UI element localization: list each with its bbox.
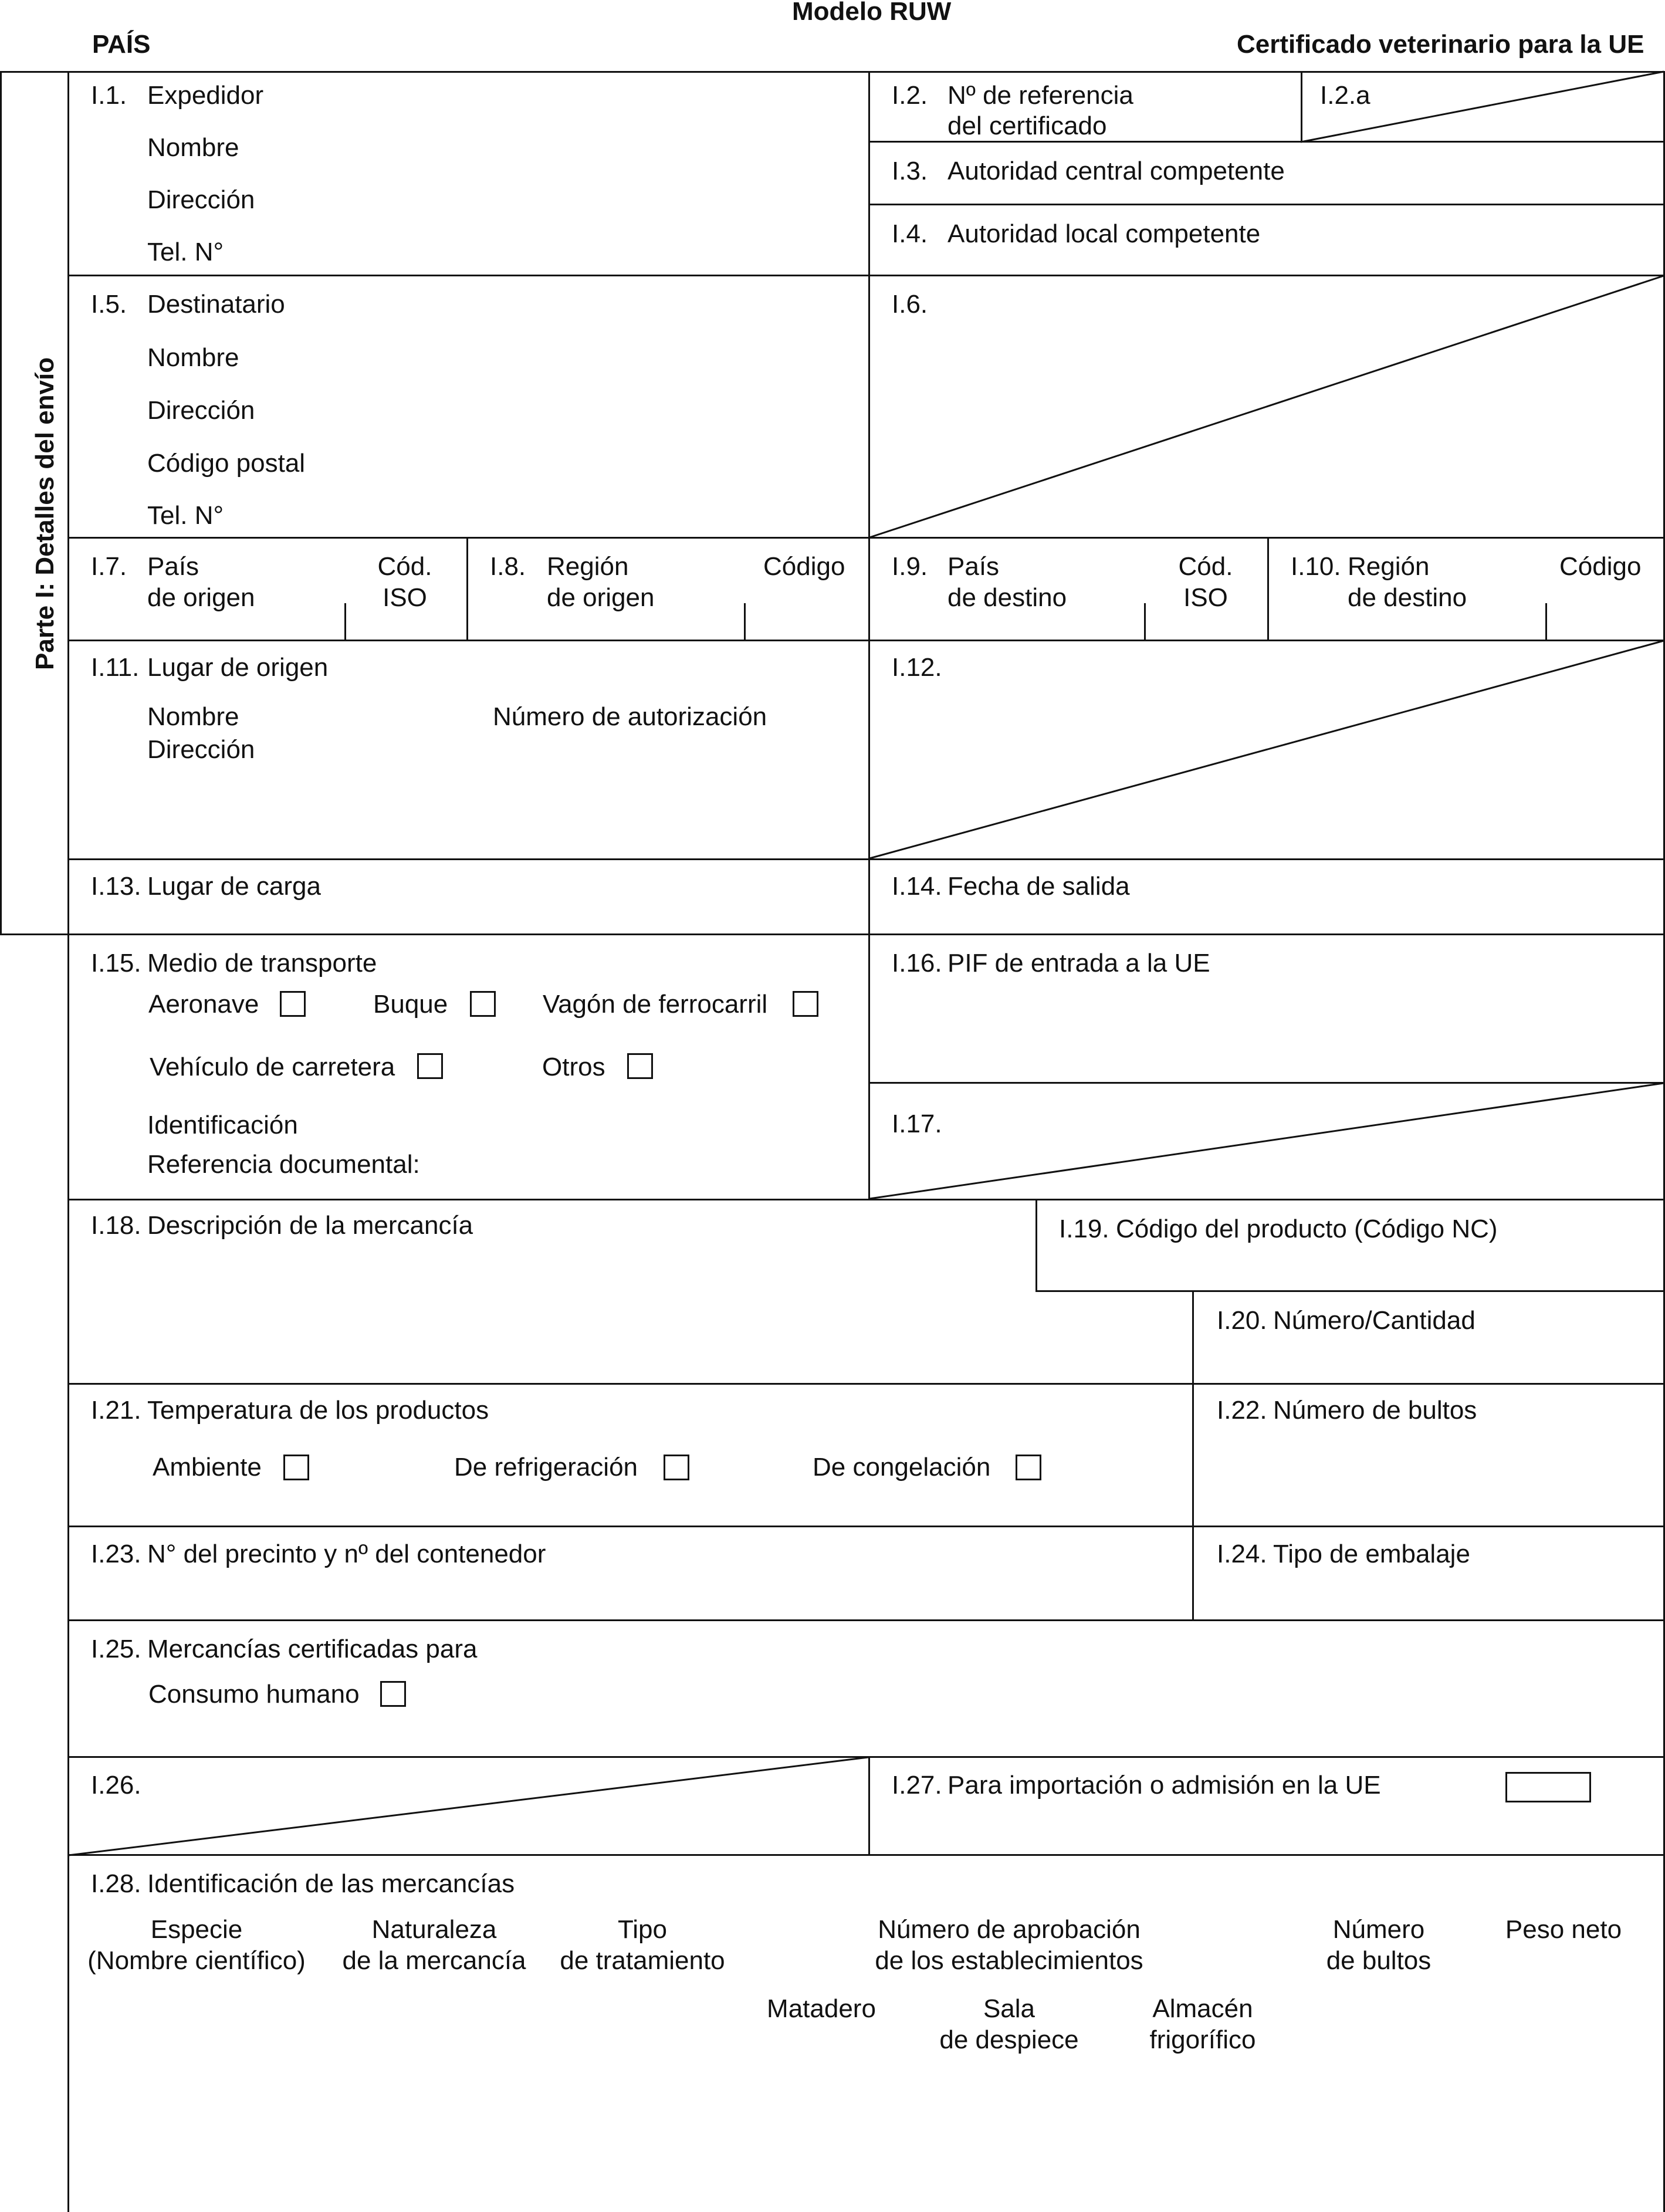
i9-code-1: Cód. [1178,552,1233,581]
i1-num: I.1. [91,81,127,110]
i21-frozen-label: De congelación [813,1453,991,1482]
i14-label: Fecha de salida [947,872,1130,901]
i21-num: I.21. [91,1396,141,1425]
i28-num: I.28. [91,1869,141,1898]
i12-num: I.12. [892,653,942,682]
i2-num: I.2. [892,81,928,110]
i24-label: Tipo de embalaje [1273,1540,1470,1568]
i5-postal: Código postal [147,449,306,478]
i7-label-1: País [147,552,199,581]
frozen-checkbox[interactable] [1016,1455,1041,1480]
col-nature-1: Naturaleza [371,1915,497,1944]
i22-num: I.22. [1217,1396,1267,1425]
aircraft-checkbox[interactable] [280,991,306,1017]
i15-other-label: Otros [542,1053,605,1081]
i23-label: N° del precinto y nº del contenedor [147,1540,546,1568]
col-nature-2: de la mercancía [342,1946,526,1975]
i15-doc-ref: Referencia documental: [147,1150,420,1179]
i25-label: Mercancías certificadas para [147,1635,478,1663]
i5-address: Dirección [147,396,255,425]
i10-code: Código [1559,552,1642,581]
col-treatment-2: de tratamiento [560,1946,725,1975]
model-title: Modelo RUW [792,0,952,26]
i8-label-1: Región [547,552,629,581]
i28-label: Identificación de las mercancías [147,1869,515,1898]
i11-label: Lugar de origen [147,653,329,682]
col-cutting-1: Sala [983,1994,1035,2023]
i13-num: I.13. [91,872,141,901]
human-consumption-checkbox[interactable] [380,1681,406,1707]
i20-label: Número/Cantidad [1273,1306,1476,1335]
col-cutting-2: de despiece [939,2025,1079,2054]
ambient-checkbox[interactable] [283,1455,309,1480]
i8-code: Código [763,552,845,581]
i5-label: Destinatario [147,290,285,319]
part-label: Parte I: Detalles del envío [31,357,59,670]
col-cold-1: Almacén [1152,1994,1253,2023]
i11-approval: Número de autorización [493,702,767,731]
ship-checkbox[interactable] [470,991,496,1017]
i11-name: Nombre [147,702,239,731]
i9-num: I.9. [892,552,928,581]
col-treatment-1: Tipo [618,1915,667,1944]
i7-code-1: Cód. [377,552,432,581]
i9-label-1: País [947,552,1000,581]
i15-ship-label: Buque [373,990,448,1019]
i16-label: PIF de entrada a la UE [947,949,1210,978]
i15-identification: Identificación [147,1111,298,1139]
i5-tel: Tel. N° [147,501,224,530]
i15-num: I.15. [91,949,141,978]
certificate-title: Certificado veterinario para la UE [1237,30,1644,59]
i2a-num: I.2.a [1320,81,1370,110]
i19-num: I.19. [1059,1215,1109,1243]
i3-label: Autoridad central competente [947,157,1285,185]
chilled-checkbox[interactable] [664,1455,689,1480]
i16-num: I.16. [892,949,942,978]
i3-num: I.3. [892,157,928,185]
i1-label: Expedidor [147,81,264,110]
i18-label: Descripción de la mercancía [147,1211,473,1240]
country-label: PAÍS [92,30,151,59]
i23-num: I.23. [91,1540,141,1568]
i15-aircraft-label: Aeronave [148,990,259,1019]
i7-num: I.7. [91,552,127,581]
i15-road-label: Vehículo de carretera [150,1053,395,1081]
i15-rail-label: Vagón de ferrocarril [543,990,768,1019]
i25-num: I.25. [91,1635,141,1663]
road-checkbox[interactable] [417,1053,443,1079]
i2-label-2: del certificado [947,111,1107,140]
i13-label: Lugar de carga [147,872,321,901]
i10-label-1: Región [1348,552,1430,581]
rail-checkbox[interactable] [793,991,818,1017]
i9-code-2: ISO [1183,583,1228,612]
i11-num: I.11. [91,653,140,682]
import-admission-box[interactable] [1505,1772,1591,1802]
col-species-2: (Nombre científico) [87,1946,306,1975]
i1-tel: Tel. N° [147,238,224,266]
i19-label: Código del producto (Código NC) [1116,1215,1498,1243]
i9-label-2: de destino [947,583,1067,612]
i27-num: I.27. [892,1771,942,1800]
i1-address: Dirección [147,185,255,214]
col-packages-1: Número [1332,1915,1425,1944]
i1-name: Nombre [147,133,239,162]
col-approval-1: Número de aprobación [878,1915,1141,1944]
i10-num: I.10. [1291,552,1341,581]
i27-label: Para importación o admisión en la UE [947,1771,1381,1800]
i11-address: Dirección [147,735,255,764]
i21-label: Temperatura de los productos [147,1396,489,1425]
col-cold-2: frigorífico [1149,2025,1256,2054]
i4-label: Autoridad local competente [947,219,1261,248]
i8-label-2: de origen [547,583,655,612]
i6-num: I.6. [892,290,928,319]
i14-num: I.14. [892,872,942,901]
i21-ambient-label: Ambiente [153,1453,262,1482]
i5-num: I.5. [91,290,127,319]
i25-human-label: Consumo humano [148,1680,360,1709]
i15-label: Medio de transporte [147,949,377,978]
i20-num: I.20. [1217,1306,1267,1335]
i17-num: I.17. [892,1110,942,1138]
i21-chilled-label: De refrigeración [454,1453,638,1482]
other-checkbox[interactable] [627,1053,653,1079]
i24-num: I.24. [1217,1540,1267,1568]
i22-label: Número de bultos [1273,1396,1477,1425]
i4-num: I.4. [892,219,928,248]
i2-label-1: Nº de referencia [947,81,1133,110]
i5-name: Nombre [147,343,239,372]
i10-label-2: de destino [1348,583,1467,612]
i8-num: I.8. [490,552,526,581]
i7-label-2: de origen [147,583,255,612]
i7-code-2: ISO [383,583,427,612]
col-net-weight: Peso neto [1505,1915,1622,1944]
col-species-1: Especie [150,1915,243,1944]
col-packages-2: de bultos [1326,1946,1432,1975]
i26-num: I.26. [91,1771,141,1800]
col-slaughterhouse: Matadero [767,1994,876,2023]
col-approval-2: de los establecimientos [875,1946,1143,1975]
i18-num: I.18. [91,1211,141,1240]
